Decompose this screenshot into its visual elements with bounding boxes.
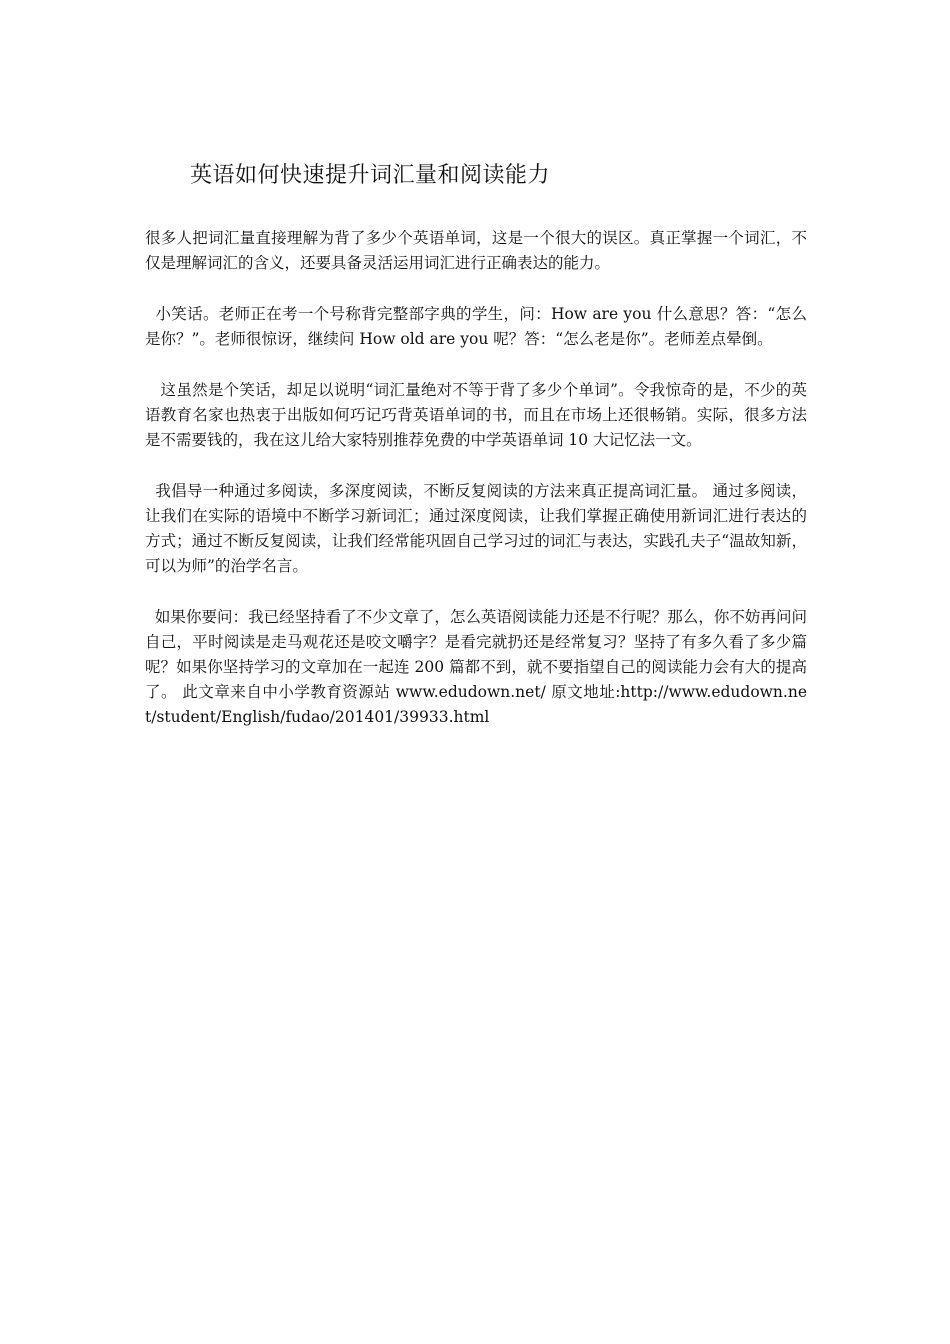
paragraph-vocabulary-misconception: 很多人把词汇量直接理解为背了多少个英语单词，这是一个很大的误区。真正掌握一个词汇，不仅是理解词汇的含义，还要具备灵活运用词汇进行正确表达的能力。	[145, 229, 807, 272]
document-body	[145, 226, 807, 756]
paragraph-joke: 小笑话。老师正在考一个号称背完整部字典的学生，问：How are you 什么意思？答：“怎么是你？”。老师很惊讶，继续问 How old are you 呢？答：“怎么老是你”。老师差点晕倒。	[145, 305, 807, 348]
paragraph-joke-meaning: 这虽然是个笑话，却足以说明“词汇量绝对不等于背了多少个单词”。令我惊奇的是，不少的英语教育名家也热衷于出版如何巧记巧背英语单词的书，而且在市场上还很畅销。实际，很多方法是不需要钱的，我在这儿给大家特别推荐免费的中学英语单词 10 大记忆法一文。	[145, 381, 807, 449]
paragraph-reading-advice: 如果你要问：我已经坚持看了不少文章了，怎么英语阅读能力还是不行呢？那么，你不妨再问问自己，平时阅读是走马观花还是咬文嚼字？是看完就扔还是经常复习？坚持了有多久看了多少篇呢？如果你坚持学习的文章加在一起连 200 篇都不到，就不要指望自己的阅读能力会有大的提高了。 此文章来自中小学教育资源站 www.edudown.net/ 原文地址:http://www.edudown.net/student/English/fudao/201401/39933.html	[145, 608, 807, 726]
document-title: 英语如何快速提升词汇量和阅读能力	[190, 163, 551, 188]
paragraph-reading-method: 我倡导一种通过多阅读，多深度阅读，不断反复阅读的方法来真正提高词汇量。 通过多阅读，让我们在实际的语境中不断学习新词汇；通过深度阅读，让我们掌握正确使用新词汇进行表达的方式；通过不断反复阅读，让我们经常能巩固自己学习过的词汇与表达，实践孔夫子“温故知新，可以为师”的治学名言。	[145, 482, 807, 575]
